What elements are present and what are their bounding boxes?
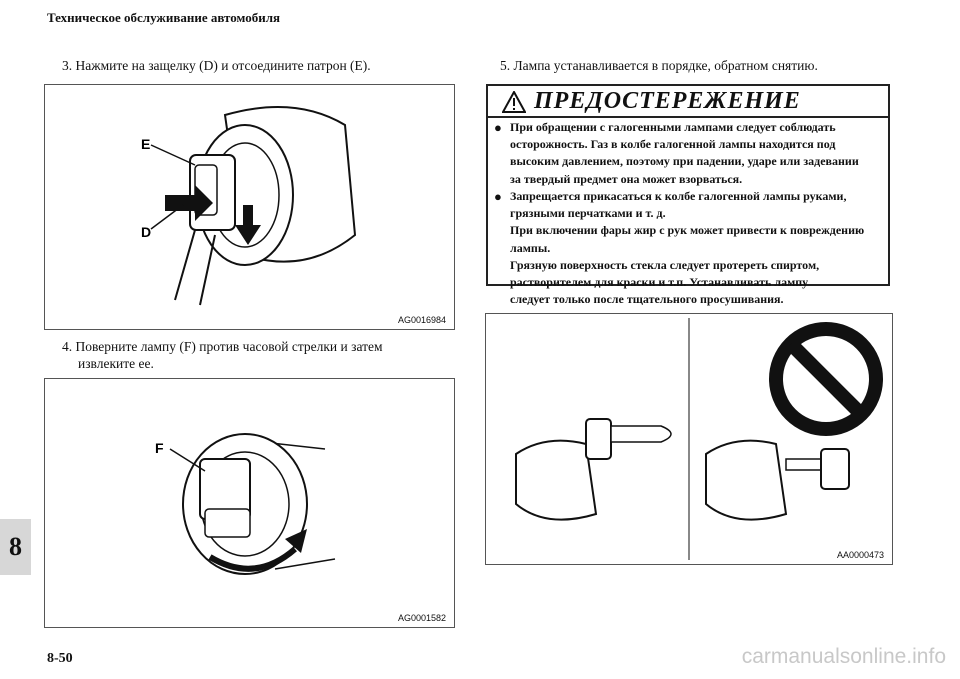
socket-illustration (45, 85, 454, 329)
warning-box (486, 84, 890, 307)
warning-triangle-icon (502, 91, 526, 113)
step-4-text-line2: извлеките ее. (78, 356, 154, 371)
figure-unlatch-socket (44, 84, 455, 330)
figure-code: AG0016984 (397, 315, 446, 325)
bullet-icon: ● (494, 189, 502, 204)
label-d: D (141, 224, 152, 240)
label-f: F (155, 440, 164, 456)
section-tab: 8 (0, 519, 31, 575)
step-5-text: 5. Лампа устанавливается в порядке, обратном снятию. (500, 58, 818, 73)
label-e: E (141, 136, 151, 152)
figure-code: AG0001582 (397, 613, 446, 623)
warning-bullet-2: ● Запрещается прикасаться к колбе галогенной лампы руками, грязными перчатками и т. д. При включении фары жир с рук может привести к повреждению лампы. Грязную поверхность стекла следует протереть спиртом, растворителем для краски и т.п. Устанавливать лампу следует только после тщательного просушивания. (494, 189, 865, 307)
step-4-text-line1: 4. Поверните лампу (F) против часовой стрелки и затем (62, 339, 383, 354)
bullet-icon: ● (494, 120, 502, 135)
figure-handling-bulb (485, 313, 893, 565)
warning-bullet-1: ● При обращении с галогенными лампами следует соблюдать осторожность. Газ в колбе галогенной лампы находится под высоким давлением, поэтому при падении, ударе или задевании за твердый предмет она может взорваться. (494, 120, 859, 186)
step-3-text: 3. Нажмите на защелку (D) и отсоедините патрон (E). (62, 58, 371, 73)
prohibited-icon (776, 329, 876, 429)
bulb-rotate-illustration (45, 379, 454, 627)
warning-divider (488, 116, 888, 118)
page-header: Техническое обслуживание автомобиля (47, 10, 281, 25)
figure-remove-bulb (44, 378, 455, 628)
page-number: 8-50 (47, 651, 73, 666)
warning-title: ПРЕДОСТЕРЕЖЕНИЕ (534, 88, 801, 114)
figure-code: AA0000473 (836, 550, 884, 560)
hand-bulb-illustration (486, 314, 892, 564)
watermark: carmanualsonline.info (741, 645, 946, 668)
